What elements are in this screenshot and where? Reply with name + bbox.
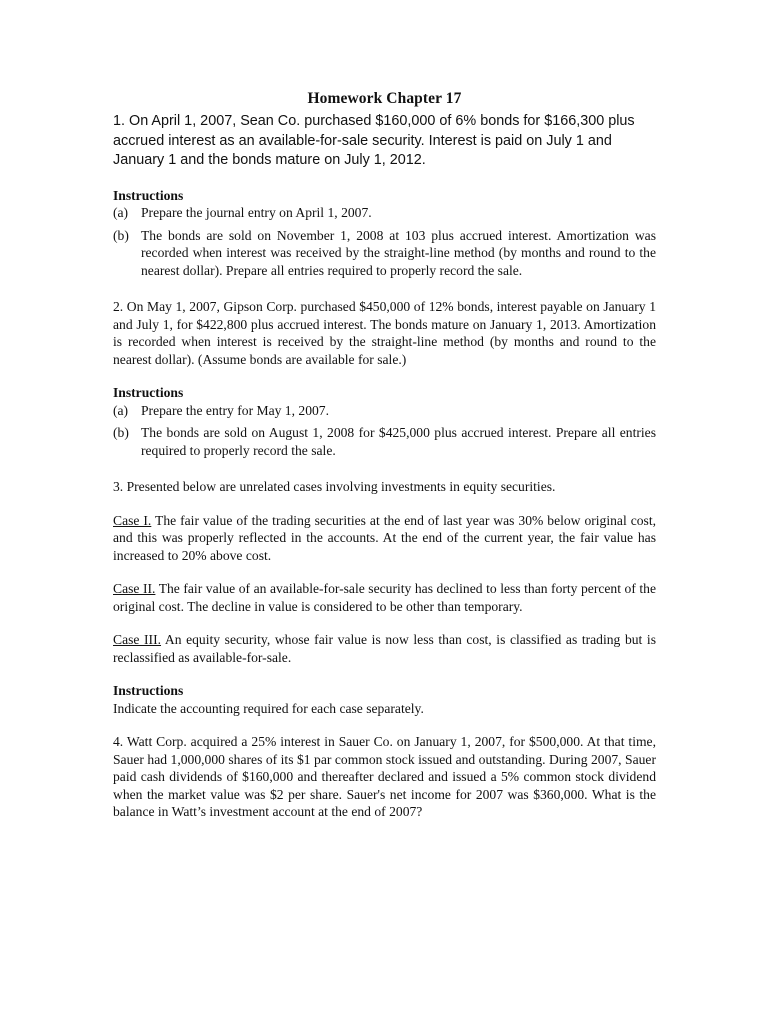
document-page [113,90,656,821]
question-3-instructions-heading: Instructions [113,683,184,698]
case-2-text: The fair value of an available-for-sale security has declined to less than forty percent of the original cost. The decline in value is considered to be other than temporary. [113,581,657,614]
list-marker: (a) [113,205,129,220]
case-3-text: An equity security, whose fair value is now less than cost, is classified as trading but is reclassified as available-for-sale. [113,632,656,665]
question-2-text: 2. On May 1, 2007, Gipson Corp. purchased $450,000 of 12% bonds, interest payable on January 1 and July 1, for $422,800 plus accrued interest. The bonds mature on January 1, 2013. Amortization is recorded when interest is received by the straight-line method (by months and round to the nearest dollar). (Assume bonds are available for sale.) [113,299,656,367]
question-3-instructions-text: Indicate the accounting required for each case separately. [113,700,424,716]
case-3-paragraph [113,631,656,666]
list-marker: (b) [113,425,129,440]
question-1-text: 1. On April 1, 2007, Sean Co. purchased $160,000 of 6% bonds for $166,300 plus accrued interest as an available-for-sale security. Interest is paid on July 1 and January 1 and the bonds mature on July 1, 2012. [113,113,635,168]
question-1-instructions-list [113,204,656,279]
case-1-paragraph [113,512,656,565]
page-title: Homework Chapter 17 [307,90,462,107]
question-2-instructions-list [113,402,656,460]
list-marker: (a) [113,402,129,418]
list-item [113,402,656,420]
list-item [113,227,656,280]
list-item [113,424,656,459]
question-4-text: 4. Watt Corp. acquired a 25% interest in Sauer Co. on January 1, 2007, for $500,000. At that time, Sauer had 1,000,000 shares of its $1 par common stock issued and outstanding. During 2007, Sauer paid cash dividends of $160,000 and thereafter declared and issued a 5% common stock dividend when the market value was $2 per share. Sauer's net income for 2007 was $360,000. What is the balance in Watt’s investment account at the end of 2007? [113,734,656,819]
list-marker: (b) [113,227,129,243]
list-item-text: The bonds are sold on August 1, 2008 for $425,000 plus accrued interest. Prepare all entries required to properly record the sale. [141,425,656,458]
list-item [113,204,656,222]
case-1-text: The fair value of the trading securities at the end of last year was 30% below original cost, and this was properly reflected in the accounts. At the end of the current year, the fair value has increased to 20% above cost. [113,512,656,563]
list-item-text: The bonds are sold on November 1, 2008 at 103 plus accrued interest. Amortization was recorded when interest was received by the straight-line method (by months and round to the nearest dollar). Prepare all entries required to properly record the sale. [141,227,656,278]
list-item-text: Prepare the journal entry on April 1, 2007. [141,205,372,220]
case-3-label: Case III. [113,632,162,647]
case-2-paragraph [113,580,656,615]
case-1-label: Case I. [113,512,152,528]
question-3-text: 3. Presented below are unrelated cases involving investments in equity securities. [113,479,556,494]
case-2-label: Case II. [113,581,156,596]
list-item-text: Prepare the entry for May 1, 2007. [141,402,329,418]
question-2-instructions-heading: Instructions [113,385,184,400]
question-1-instructions-heading: Instructions [113,187,184,203]
